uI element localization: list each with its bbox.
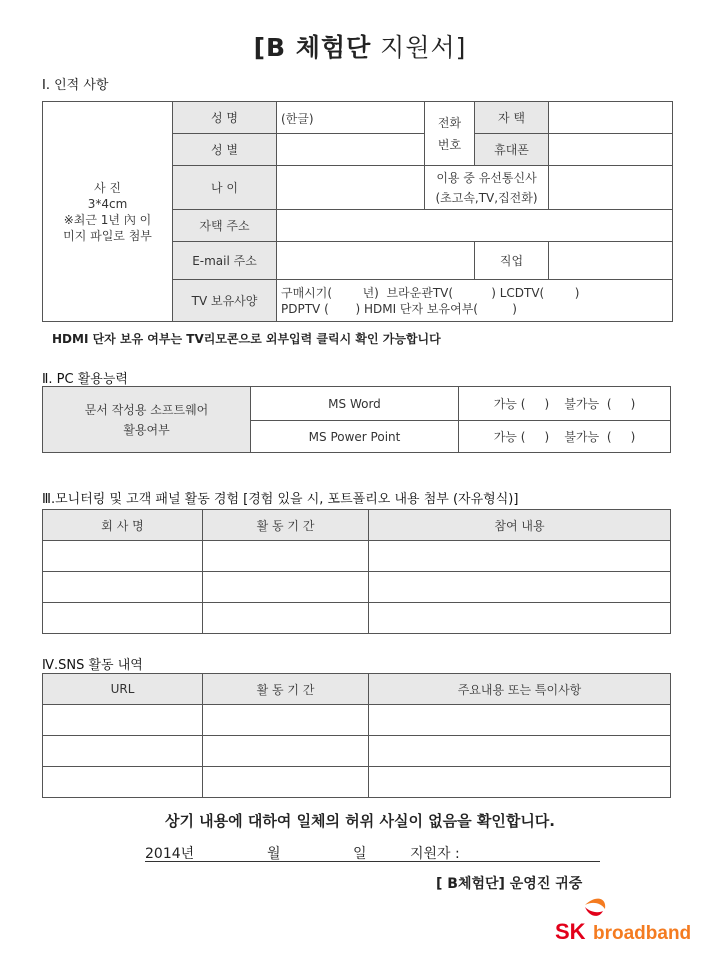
photo-label: 사 진: [94, 180, 121, 195]
photo-note-1: ※최근 1년 內 이: [63, 212, 152, 227]
carrier-label-text: 이용 중 유선통신사 (초고속,TV,집전화): [435, 170, 538, 205]
tv-line-2: PDPTV ( ) HDMI 단자 보유여부( ): [281, 301, 517, 316]
applicant-label: 지원자 :: [410, 846, 460, 862]
personal-info-table: [42, 101, 673, 322]
tv-label: TV 보유사양: [173, 280, 277, 322]
cell[interactable]: [203, 767, 369, 798]
cell[interactable]: [369, 603, 671, 634]
table-row: [43, 572, 671, 603]
name-hint: (한글): [281, 112, 314, 126]
job-label: 직업: [475, 242, 549, 280]
tv-field[interactable]: [277, 280, 673, 322]
age-field[interactable]: [277, 166, 425, 210]
home-phone-field[interactable]: [549, 102, 673, 134]
table-row: [43, 705, 671, 736]
col-content: 참여 내용: [369, 510, 671, 541]
photo-box[interactable]: [43, 102, 173, 322]
mobile-label: 휴대폰: [475, 134, 549, 166]
address-label: 자택 주소: [173, 210, 277, 242]
home-phone-label: 자 택: [475, 102, 549, 134]
cell[interactable]: [43, 736, 203, 767]
col-period: 활 동 기 간: [203, 674, 369, 705]
document-title: [0, 28, 720, 64]
logo-sk-text: SK: [555, 919, 586, 943]
phone-label-text: 전화 번호: [437, 115, 462, 152]
cell[interactable]: [43, 603, 203, 634]
cell[interactable]: [369, 736, 671, 767]
carrier-field[interactable]: [549, 166, 673, 210]
photo-size: 3*4cm: [87, 196, 128, 211]
phone-label: [425, 102, 475, 166]
cell[interactable]: [43, 705, 203, 736]
table-row: [43, 736, 671, 767]
title-bold: [B 체험단: [253, 33, 372, 62]
butterfly-wing-upper: [585, 899, 605, 909]
job-field[interactable]: [549, 242, 673, 280]
organizer: [ B체험단] 운영진 귀중: [436, 876, 583, 892]
section3-heading: Ⅲ.모니터링 및 고객 패널 활동 경험 [경험 있을 시, 포트폴리오 내용 첨부 (자유형식)]: [42, 492, 519, 507]
cell[interactable]: [203, 705, 369, 736]
col-url: URL: [43, 674, 203, 705]
cell[interactable]: [369, 705, 671, 736]
photo-note-2: 미지 파일로 첨부: [63, 228, 152, 243]
email-label: E-mail 주소: [173, 242, 277, 280]
table-row: [43, 767, 671, 798]
cell[interactable]: [43, 541, 203, 572]
cell[interactable]: [203, 572, 369, 603]
tv-line-1: 구매시기( 년) 브라운관TV( ) LCDTV( ): [281, 285, 580, 300]
cell[interactable]: [203, 736, 369, 767]
declaration: 상기 내용에 대하여 일체의 허위 사실이 없음을 확인합니다.: [164, 812, 556, 830]
logo-broadband-text: broadband: [593, 923, 692, 943]
software-name: MS Word: [251, 387, 459, 421]
age-label: 나 이: [173, 166, 277, 210]
sk-broadband-logo: [555, 893, 705, 943]
software-options[interactable]: 가능 ( ) 불가능 ( ): [459, 387, 671, 421]
cell[interactable]: [369, 541, 671, 572]
butterfly-wing-lower: [585, 907, 603, 916]
software-label-text: 문서 작성용 소프트웨어 활용여부: [84, 402, 209, 437]
software-options[interactable]: 가능 ( ) 불가능 ( ): [459, 421, 671, 453]
mobile-field[interactable]: [549, 134, 673, 166]
monitoring-table: [42, 509, 671, 634]
date-signature-line[interactable]: [145, 843, 600, 862]
name-field[interactable]: [277, 102, 425, 134]
gender-field[interactable]: [277, 134, 425, 166]
cell[interactable]: [369, 767, 671, 798]
gender-label: 성 별: [173, 134, 277, 166]
email-field[interactable]: [277, 242, 475, 280]
col-notes: 주요내용 또는 특이사항: [369, 674, 671, 705]
software-label: [43, 387, 251, 453]
table-row: [43, 603, 671, 634]
pc-skills-table: [42, 386, 671, 453]
cell[interactable]: [203, 603, 369, 634]
address-field[interactable]: [277, 210, 673, 242]
cell[interactable]: [43, 572, 203, 603]
section2-heading: Ⅱ. PC 활용능력: [42, 372, 128, 387]
section1-heading: Ⅰ. 인적 사항: [42, 78, 109, 93]
cell[interactable]: [43, 767, 203, 798]
year: 2014년: [145, 846, 195, 862]
month: 월: [267, 846, 281, 862]
cell[interactable]: [203, 541, 369, 572]
hdmi-note: HDMI 단자 보유 여부는 TV리모콘으로 외부입력 클릭시 확인 가능합니다: [52, 332, 441, 346]
software-name: MS Power Point: [251, 421, 459, 453]
col-company: 회 사 명: [43, 510, 203, 541]
col-period: 활 동 기 간: [203, 510, 369, 541]
carrier-label: [425, 166, 549, 210]
name-label: 성 명: [173, 102, 277, 134]
sns-table: [42, 673, 671, 798]
section4-heading: Ⅳ.SNS 활동 내역: [42, 658, 143, 673]
day: 일: [353, 846, 367, 862]
table-row: [43, 541, 671, 572]
title-rest: 지원서]: [371, 33, 467, 62]
cell[interactable]: [369, 572, 671, 603]
